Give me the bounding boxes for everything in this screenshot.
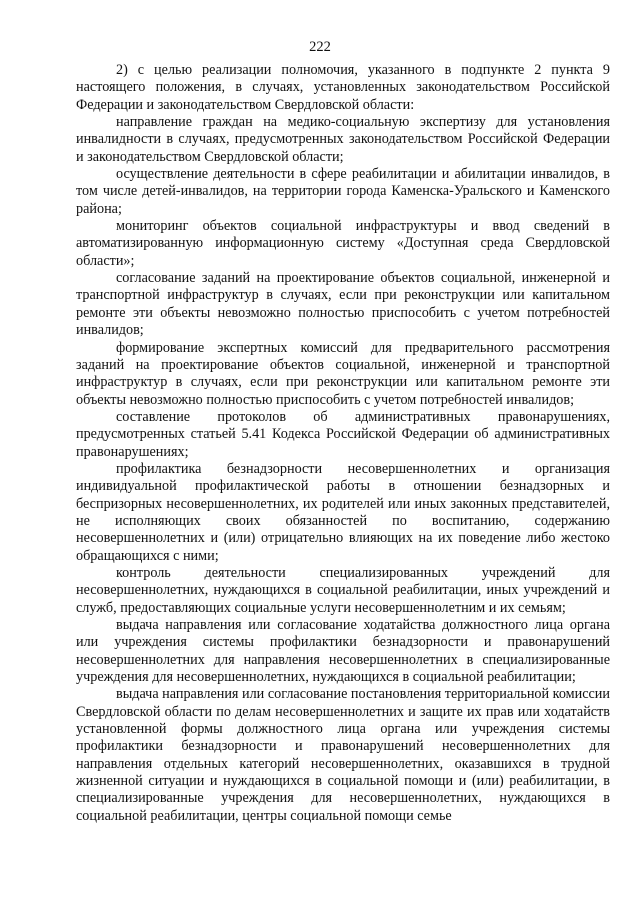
paragraph: выдача направления или согласование ходатайства должностного лица органа или учреждения системы профилактики безнадзорности и правонарушений несовершеннолетних для направления несовершеннолетних в специализированные учреждения для несовершеннолетних, нуждающихся в социальной реабилитации;	[76, 617, 610, 686]
page-number: 222	[309, 39, 331, 55]
paragraph: контроль деятельности специализированных учреждений для несовершеннолетних, нуждающихся в социальной реабилитации, иных учреждений и служб, предоставляющих социальные услуги несовершеннолетним и их семьям;	[76, 564, 610, 616]
paragraph: осуществление деятельности в сфере реабилитации и абилитации инвалидов, в том числе детей-инвалидов, на территории города Каменска-Уральского и Каменского района;	[76, 166, 610, 217]
paragraph: согласование заданий на проектирование объектов социальной, инженерной и транспортной инфраструктур в случаях, если при реконструкции или капитальном ремонте эти объекты невозможно полностью приспособить с учетом потребностей инвалидов;	[76, 270, 610, 339]
paragraph: выдача направления или согласование постановления территориальной комиссии Свердловской области по делам несовершеннолетних и защите их прав или ходатайств установленной формы должностного лица органа или учреждения системы профилактики безнадзорности и правонарушений несовершеннолетних для направления отдельных категорий несовершеннолетних, оказавшихся в трудной жизненной ситуации и нуждающихся в социальной помощи и (или) реабилитации, в специализированные учреждения для несовершеннолетних, нуждающихся в социальной реабилитации, центры социальной помощи семье	[76, 686, 610, 824]
paragraph: мониторинг объектов социальной инфраструктуры и ввод сведений в автоматизированную информационную систему «Доступная среда Свердловской области»;	[76, 218, 610, 269]
paragraph: 2) с целью реализации полномочия, указанного в подпункте 2 пункта 9 настоящего положения, в случаях, установленных законодательством Российской Федерации и законодательством Свердловской области:	[76, 62, 610, 113]
document-body	[76, 62, 610, 825]
paragraph: формирование экспертных комиссий для предварительного рассмотрения заданий на проектирование объектов социальной, инженерной и транспортной инфраструктур в случаях, если при реконструкции или капитальном ремонте эти объекты невозможно полностью приспособить с учетом потребностей инвалидов;	[76, 339, 610, 408]
paragraph: профилактика безнадзорности несовершеннолетних и организация индивидуальной профилактической работы в отношении безнадзорных и беспризорных несовершеннолетних, их родителей или иных законных представителей, не исполняющих своих обязанностей по воспитанию, содержанию несовершеннолетних и (или) отрицательно влияющих на их поведение либо жестоко обращающихся с ними;	[76, 460, 610, 564]
paragraph: направление граждан на медико-социальную экспертизу для установления инвалидности в случаях, предусмотренных законодательством Российской Федерации и законодательством Свердловской области;	[76, 114, 610, 165]
paragraph: составление протоколов об административных правонарушениях, предусмотренных статьей 5.41 Кодекса Российской Федерации об административных правонарушениях;	[76, 408, 610, 460]
